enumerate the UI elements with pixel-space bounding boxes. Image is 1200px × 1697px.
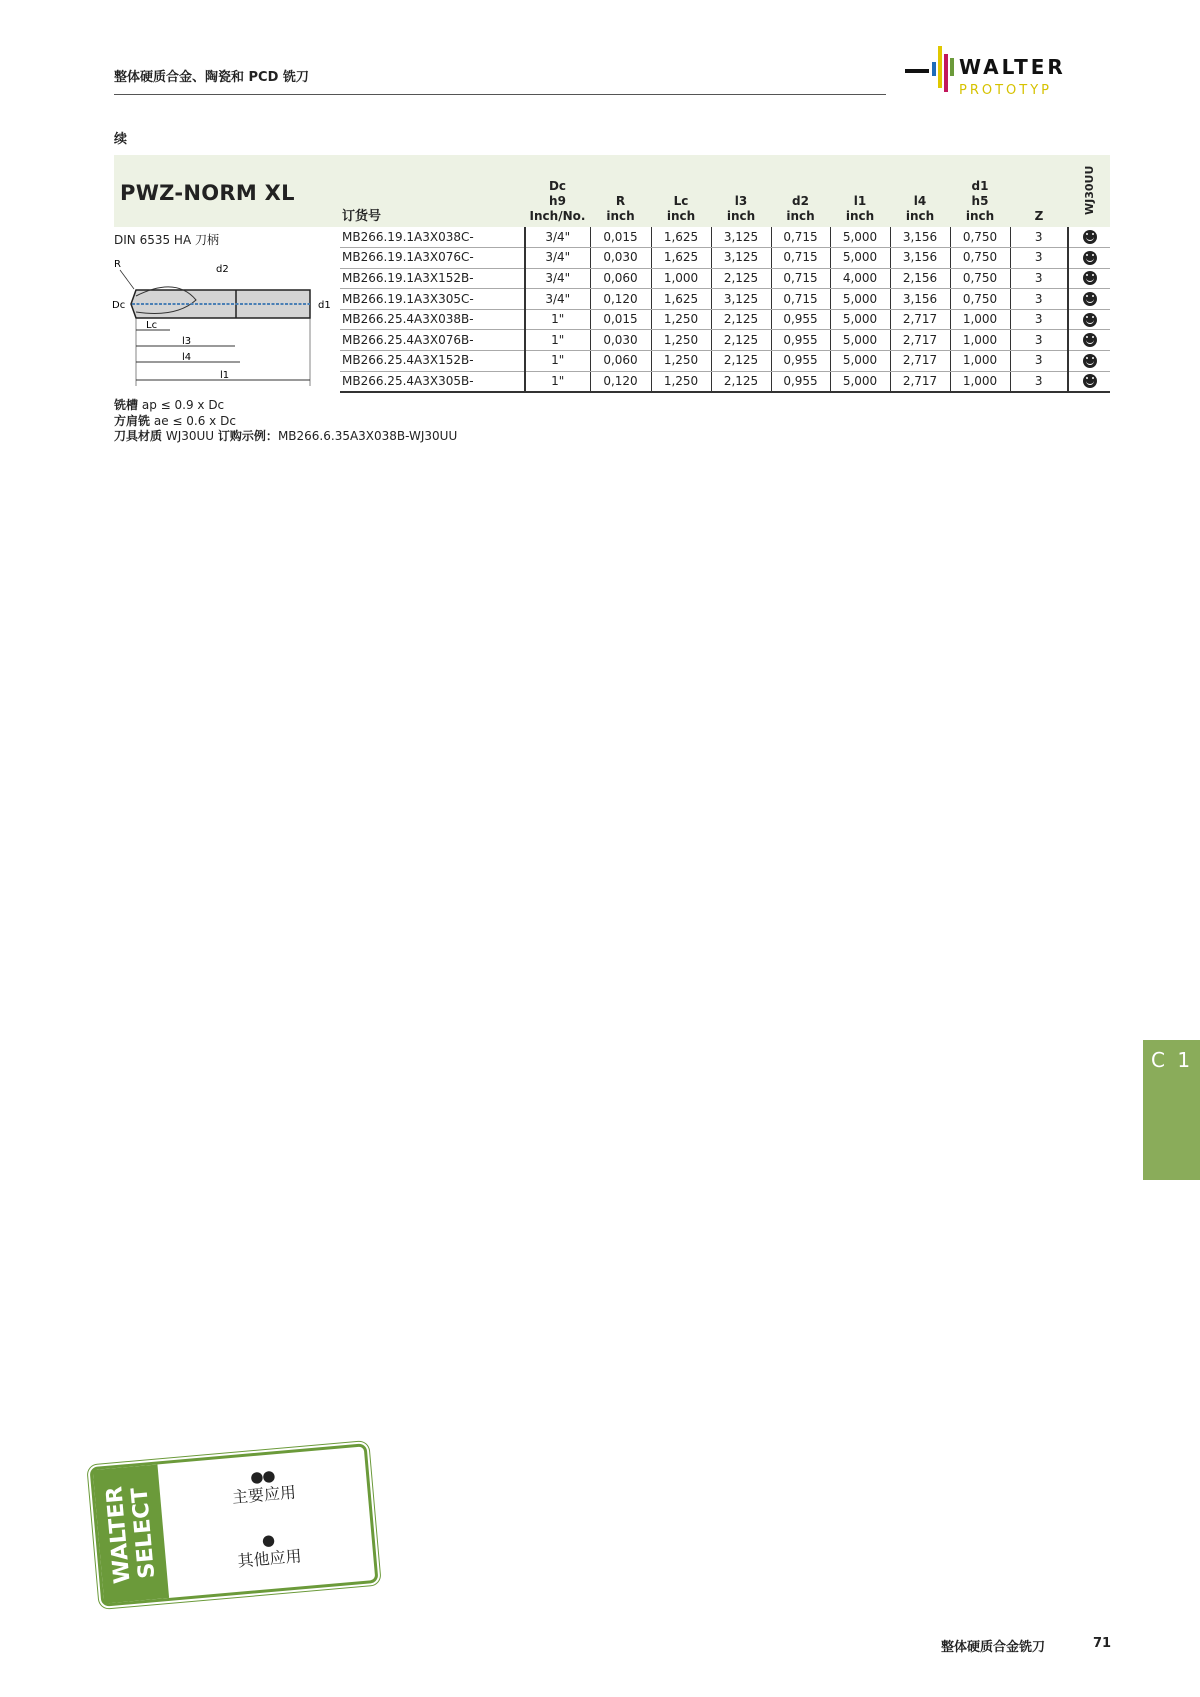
cell-l4: 2,717 [890, 309, 950, 330]
table-row [340, 351, 1110, 372]
cell-l3: 2,125 [711, 268, 771, 289]
cell-r: 0,030 [590, 248, 651, 269]
legend-secondary: ● 其他应用 [236, 1530, 303, 1571]
table-row [340, 248, 1110, 269]
col-d1: d1 h5 inch [965, 179, 995, 223]
tool-dimension-diagram [112, 256, 340, 392]
cell-l1: 5,000 [830, 351, 890, 372]
logo-bottom-text: PROTOTYP [959, 83, 1052, 98]
usage-notes [114, 398, 457, 445]
cell-d2: 0,955 [771, 309, 830, 330]
cell-l4: 3,156 [890, 248, 950, 269]
cell-dc: 1" [525, 371, 590, 392]
cell-dc: 3/4" [525, 268, 590, 289]
shank-type: DIN 6535 HA 刀柄 [114, 233, 219, 247]
cell-d1: 0,750 [950, 227, 1010, 248]
note-material: 刀具材质 WJ30UU 订购示例：MB266.6.35A3X038B-WJ30UU [114, 429, 458, 443]
cell-grade [1068, 351, 1110, 372]
col-l1: l1 inch [845, 194, 875, 223]
cell-order: MB266.19.1A3X305C- [340, 289, 525, 310]
cell-d1: 1,000 [950, 309, 1010, 330]
table-row [340, 309, 1110, 330]
cell-dc: 3/4" [525, 248, 590, 269]
cell-grade [1068, 248, 1110, 269]
cell-order: MB266.25.4A3X152B- [340, 351, 525, 372]
note-slot: 铣槽 ap ≤ 0.9 x Dc [114, 398, 225, 412]
smiley-icon [1083, 230, 1097, 244]
col-grade: WJ30UU [1082, 165, 1096, 215]
page-number: 71 [1093, 1636, 1112, 1651]
cell-dc: 1" [525, 351, 590, 372]
smiley-icon [1083, 271, 1097, 285]
cell-d2: 0,715 [771, 227, 830, 248]
cell-lc: 1,625 [651, 289, 711, 310]
cell-l3: 2,125 [711, 330, 771, 351]
smiley-icon [1083, 374, 1097, 388]
chapter-tab: C 1 [1143, 1040, 1200, 1180]
cell-grade [1068, 330, 1110, 351]
cell-d1: 1,000 [950, 351, 1010, 372]
cell-z: 3 [1010, 330, 1068, 351]
cell-grade [1068, 268, 1110, 289]
continued-label: 续 [114, 132, 128, 147]
cell-d1: 0,750 [950, 289, 1010, 310]
cell-l1: 5,000 [830, 309, 890, 330]
product-table [340, 155, 1110, 393]
cell-z: 3 [1010, 309, 1068, 330]
cell-order: MB266.19.1A3X038C- [340, 227, 525, 248]
cell-l3: 3,125 [711, 227, 771, 248]
cell-r: 0,120 [590, 289, 651, 310]
smiley-icon [1083, 333, 1097, 347]
walter-select-stamp [89, 1443, 378, 1607]
col-dc: Dc h9 Inch/No. [529, 179, 586, 223]
cell-l1: 5,000 [830, 371, 890, 392]
label-l3: l3 [182, 336, 192, 347]
cell-l3: 2,125 [711, 371, 771, 392]
cell-lc: 1,000 [651, 268, 711, 289]
cell-dc: 3/4" [525, 289, 590, 310]
cell-dc: 1" [525, 309, 590, 330]
cell-l1: 5,000 [830, 227, 890, 248]
cell-l1: 5,000 [830, 330, 890, 351]
cell-lc: 1,250 [651, 371, 711, 392]
cell-z: 3 [1010, 351, 1068, 372]
cell-d1: 0,750 [950, 268, 1010, 289]
cell-order: MB266.19.1A3X076C- [340, 248, 525, 269]
walter-select-logo: WALTER SELECT [93, 1464, 169, 1603]
label-r: R [114, 259, 121, 270]
col-order: 订货号 [342, 209, 382, 224]
col-lc: Lc inch [666, 194, 696, 223]
cell-grade [1068, 309, 1110, 330]
cell-grade [1068, 227, 1110, 248]
cell-r: 0,060 [590, 351, 651, 372]
label-d1: d1 [318, 300, 331, 311]
cell-z: 3 [1010, 248, 1068, 269]
legend-primary: ●● 主要应用 [231, 1466, 297, 1508]
cell-r: 0,120 [590, 371, 651, 392]
cell-order: MB266.19.1A3X152B- [340, 268, 525, 289]
cell-l3: 2,125 [711, 351, 771, 372]
cell-d2: 0,955 [771, 330, 830, 351]
cell-l4: 2,156 [890, 268, 950, 289]
cell-d2: 0,955 [771, 351, 830, 372]
cell-z: 3 [1010, 268, 1068, 289]
cell-r: 0,015 [590, 309, 651, 330]
table-row [340, 330, 1110, 351]
header-divider [114, 94, 886, 95]
label-l4: l4 [182, 352, 192, 363]
cell-r: 0,030 [590, 330, 651, 351]
cell-order: MB266.25.4A3X038B- [340, 309, 525, 330]
cell-grade [1068, 289, 1110, 310]
col-l4: l4 inch [905, 194, 935, 223]
table-row [340, 289, 1110, 310]
cell-l3: 3,125 [711, 248, 771, 269]
cell-lc: 1,250 [651, 351, 711, 372]
cell-dc: 3/4" [525, 227, 590, 248]
label-l1: l1 [220, 370, 230, 381]
cell-lc: 1,250 [651, 330, 711, 351]
cell-l4: 2,717 [890, 371, 950, 392]
smiley-icon [1083, 354, 1097, 368]
cell-l3: 3,125 [711, 289, 771, 310]
cell-d2: 0,715 [771, 289, 830, 310]
cell-dc: 1" [525, 330, 590, 351]
label-dc: Dc [112, 300, 126, 311]
table-row [340, 268, 1110, 289]
cell-d1: 1,000 [950, 330, 1010, 351]
cell-d2: 0,955 [771, 371, 830, 392]
col-d2: d2 inch [786, 194, 815, 223]
cell-d1: 0,750 [950, 248, 1010, 269]
cell-grade [1068, 371, 1110, 392]
product-title: PWZ-NORM XL [120, 181, 295, 205]
cell-d1: 1,000 [950, 371, 1010, 392]
cell-d2: 0,715 [771, 268, 830, 289]
cell-l4: 2,717 [890, 351, 950, 372]
logo-top-text: WALTER [959, 55, 1066, 79]
smiley-icon [1083, 292, 1097, 306]
smiley-icon [1083, 313, 1097, 327]
label-d2: d2 [216, 264, 229, 275]
col-r: R inch [606, 194, 635, 223]
section-title: 整体硬质合金、陶瓷和 PCD 铣刀 [114, 70, 309, 85]
cell-order: MB266.25.4A3X076B- [340, 330, 525, 351]
cell-l4: 3,156 [890, 289, 950, 310]
walter-prototyp-logo [905, 44, 1115, 99]
col-l3: l3 inch [726, 194, 756, 223]
cell-lc: 1,625 [651, 248, 711, 269]
cell-l1: 5,000 [830, 248, 890, 269]
cell-l4: 3,156 [890, 227, 950, 248]
cell-lc: 1,250 [651, 309, 711, 330]
cell-z: 3 [1010, 289, 1068, 310]
table-row [340, 371, 1110, 392]
cell-lc: 1,625 [651, 227, 711, 248]
cell-l3: 2,125 [711, 309, 771, 330]
cell-order: MB266.25.4A3X305B- [340, 371, 525, 392]
note-shoulder: 方肩铣 ae ≤ 0.6 x Dc [114, 413, 236, 428]
cell-l1: 4,000 [830, 268, 890, 289]
footer-section: 整体硬质合金铣刀 [940, 1640, 1045, 1655]
smiley-icon [1083, 251, 1097, 265]
cell-z: 3 [1010, 227, 1068, 248]
label-lc: Lc [146, 320, 158, 331]
cell-z: 3 [1010, 371, 1068, 392]
cell-r: 0,015 [590, 227, 651, 248]
col-z: Z [1034, 209, 1044, 223]
table-row [340, 227, 1110, 248]
cell-l4: 2,717 [890, 330, 950, 351]
cell-r: 0,060 [590, 268, 651, 289]
cell-l1: 5,000 [830, 289, 890, 310]
cell-d2: 0,715 [771, 248, 830, 269]
